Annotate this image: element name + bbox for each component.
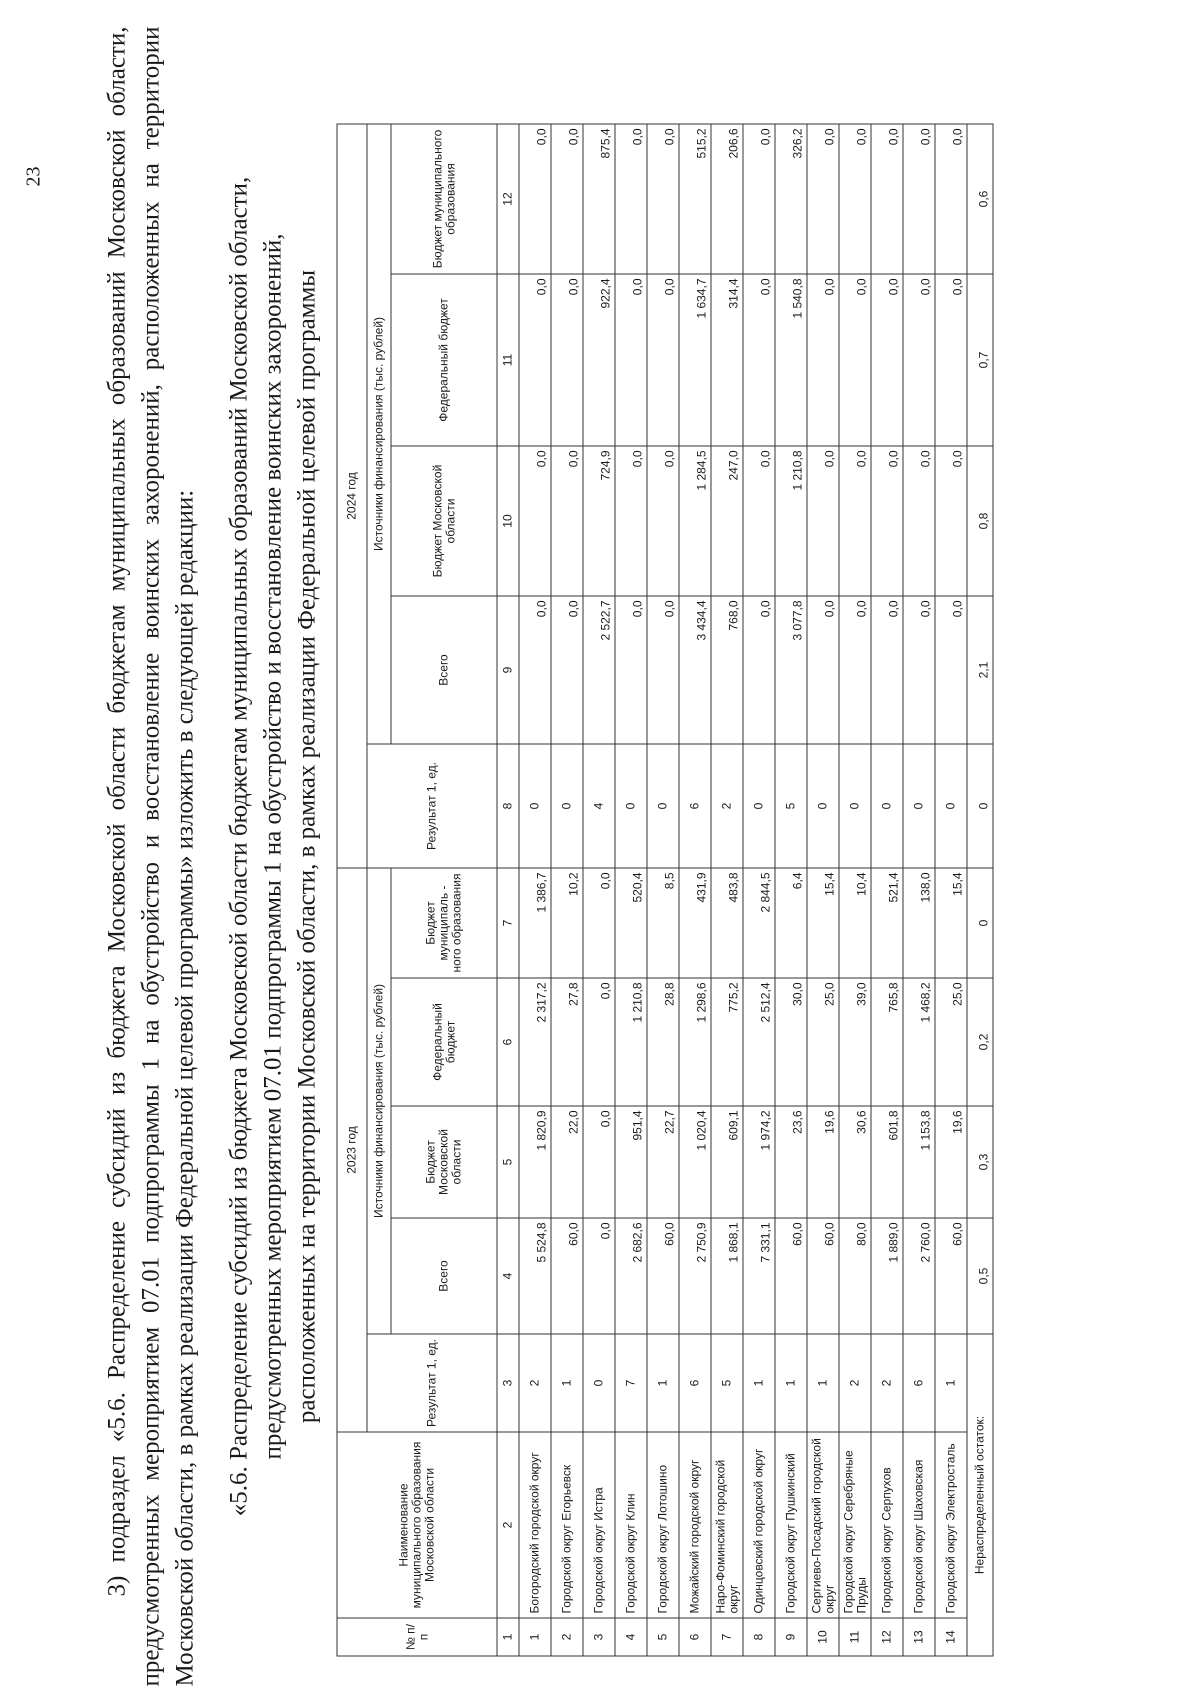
table-row bbox=[775, 124, 807, 1656]
column-number: 12 bbox=[497, 124, 519, 274]
amount-cell: 875,4 bbox=[583, 124, 615, 274]
amount-cell: 0,0 bbox=[615, 124, 647, 274]
amount-cell: 609,1 bbox=[711, 1106, 743, 1218]
header-result-2023: Результат 1, ед. bbox=[367, 1334, 497, 1432]
result-count: 6 bbox=[903, 1334, 935, 1432]
amount-cell: 138,0 bbox=[903, 868, 935, 978]
result-count: 0 bbox=[839, 744, 871, 868]
amount-cell: 431,9 bbox=[679, 868, 711, 978]
amount-cell: 60,0 bbox=[807, 1218, 839, 1334]
amount-cell: 2 844,5 bbox=[743, 868, 775, 978]
municipality-name: Городской округ Пушкинский bbox=[775, 1432, 807, 1618]
municipality-name: Городской округ Лотошино bbox=[647, 1432, 679, 1618]
column-number: 1 bbox=[497, 1618, 519, 1656]
amount-cell: 0,0 bbox=[839, 274, 871, 446]
row-number: 13 bbox=[903, 1618, 935, 1656]
row-number: 5 bbox=[647, 1618, 679, 1656]
result-count: 2 bbox=[711, 744, 743, 868]
amount-cell: 60,0 bbox=[935, 1218, 967, 1334]
result-count: 1 bbox=[743, 1334, 775, 1432]
amount-cell: 0,0 bbox=[551, 446, 583, 596]
municipality-name: Можайский городской округ bbox=[679, 1432, 711, 1618]
table-row bbox=[871, 124, 903, 1656]
table-row bbox=[519, 124, 551, 1656]
amount-cell: 2 682,6 bbox=[615, 1218, 647, 1334]
amount-cell: 60,0 bbox=[775, 1218, 807, 1334]
header-municipality: Наименование муниципального образования Московской области bbox=[337, 1432, 497, 1618]
result-count: 6 bbox=[679, 1334, 711, 1432]
amount-cell: 8,5 bbox=[647, 868, 679, 978]
amount-cell: 0,0 bbox=[903, 274, 935, 446]
row-number: 7 bbox=[711, 1618, 743, 1656]
amount-cell: 2 760,0 bbox=[903, 1218, 935, 1334]
result-count: 1 bbox=[647, 1334, 679, 1432]
amount-cell: 765,8 bbox=[871, 978, 903, 1106]
unallocated-value: 0,7 bbox=[967, 274, 993, 446]
amount-cell: 0,0 bbox=[903, 446, 935, 596]
amount-cell: 0,0 bbox=[935, 596, 967, 744]
municipality-name: Городской округ Серебряные Пруды bbox=[839, 1432, 871, 1618]
amount-cell: 521,4 bbox=[871, 868, 903, 978]
amount-cell: 39,0 bbox=[839, 978, 871, 1106]
row-number: 14 bbox=[935, 1618, 967, 1656]
amount-cell: 0,0 bbox=[871, 124, 903, 274]
amount-cell: 0,0 bbox=[519, 274, 551, 446]
table-row bbox=[711, 124, 743, 1656]
header-num: № п/п bbox=[337, 1618, 497, 1656]
row-number: 8 bbox=[743, 1618, 775, 1656]
amount-cell: 601,8 bbox=[871, 1106, 903, 1218]
scanned-page bbox=[1, 0, 1200, 1697]
unallocated-label: Нераспределенный остаток: bbox=[967, 1334, 993, 1656]
municipality-name: Городской округ Шаховская bbox=[903, 1432, 935, 1618]
amount-cell: 0,0 bbox=[807, 596, 839, 744]
result-count: 5 bbox=[775, 744, 807, 868]
unallocated-row bbox=[967, 124, 993, 1656]
amount-cell: 60,0 bbox=[551, 1218, 583, 1334]
amount-cell: 0,0 bbox=[583, 868, 615, 978]
amount-cell: 1 974,2 bbox=[743, 1106, 775, 1218]
amount-cell: 0,0 bbox=[935, 446, 967, 596]
amount-cell: 483,8 bbox=[711, 868, 743, 978]
amount-cell: 326,2 bbox=[775, 124, 807, 274]
table-row bbox=[743, 124, 775, 1656]
amount-cell: 22,7 bbox=[647, 1106, 679, 1218]
amount-cell: 1 020,4 bbox=[679, 1106, 711, 1218]
amount-cell: 1 153,8 bbox=[903, 1106, 935, 1218]
amount-cell: 1 210,8 bbox=[615, 978, 647, 1106]
municipality-name: Городской округ Истра bbox=[583, 1432, 615, 1618]
header-municipal-2023: Бюджет муниципаль - ного образования bbox=[391, 868, 497, 978]
amount-cell: 0,0 bbox=[743, 124, 775, 274]
amount-cell: 1 210,8 bbox=[775, 446, 807, 596]
amount-cell: 0,0 bbox=[839, 446, 871, 596]
row-number: 2 bbox=[551, 1618, 583, 1656]
column-number: 9 bbox=[497, 596, 519, 744]
result-count: 2 bbox=[519, 1334, 551, 1432]
table-row bbox=[679, 124, 711, 1656]
amount-cell: 3 077,8 bbox=[775, 596, 807, 744]
amount-cell: 0,0 bbox=[647, 274, 679, 446]
header-sources-2023: Источники финансирования (тыс. рублей) bbox=[367, 868, 391, 1334]
result-count: 0 bbox=[903, 744, 935, 868]
amount-cell: 15,4 bbox=[807, 868, 839, 978]
municipality-name: Наро-Фоминский городской округ bbox=[711, 1432, 743, 1618]
result-count: 0 bbox=[743, 744, 775, 868]
amount-cell: 30,0 bbox=[775, 978, 807, 1106]
table-row bbox=[935, 124, 967, 1656]
amount-cell: 1 386,7 bbox=[519, 868, 551, 978]
header-regional-2023: Бюджет Московской области bbox=[391, 1106, 497, 1218]
table-row bbox=[839, 124, 871, 1656]
header-total-2024: Всего bbox=[391, 596, 497, 744]
amount-cell: 0,0 bbox=[615, 596, 647, 744]
header-year-2024: 2024 год bbox=[337, 124, 367, 868]
row-number: 3 bbox=[583, 1618, 615, 1656]
intro-paragraph bbox=[101, 27, 203, 1687]
column-number: 6 bbox=[497, 978, 519, 1106]
municipality-name: Городской округ Клин bbox=[615, 1432, 647, 1618]
amount-cell: 0,0 bbox=[551, 274, 583, 446]
result-count: 2 bbox=[839, 1334, 871, 1432]
amount-cell: 0,0 bbox=[903, 596, 935, 744]
table-body bbox=[497, 124, 993, 1656]
amount-cell: 19,6 bbox=[807, 1106, 839, 1218]
amount-cell: 30,6 bbox=[839, 1106, 871, 1218]
amount-cell: 1 634,7 bbox=[679, 274, 711, 446]
header-year-2023: 2023 год bbox=[337, 868, 367, 1432]
result-count: 0 bbox=[615, 744, 647, 868]
result-count: 6 bbox=[679, 744, 711, 868]
table-row bbox=[807, 124, 839, 1656]
amount-cell: 2 750,9 bbox=[679, 1218, 711, 1334]
unallocated-value: 0,6 bbox=[967, 124, 993, 274]
amount-cell: 1 889,0 bbox=[871, 1218, 903, 1334]
amount-cell: 775,2 bbox=[711, 978, 743, 1106]
amount-cell: 922,4 bbox=[583, 274, 615, 446]
result-count: 0 bbox=[551, 744, 583, 868]
table-row bbox=[551, 124, 583, 1656]
amount-cell: 0,0 bbox=[839, 124, 871, 274]
row-number: 11 bbox=[839, 1618, 871, 1656]
unallocated-value: 0,5 bbox=[967, 1218, 993, 1334]
amount-cell: 1 540,8 bbox=[775, 274, 807, 446]
amount-cell: 1 284,5 bbox=[679, 446, 711, 596]
amount-cell: 520,4 bbox=[615, 868, 647, 978]
amount-cell: 0,0 bbox=[871, 596, 903, 744]
amount-cell: 80,0 bbox=[839, 1218, 871, 1334]
header-municipal-2024: Бюджет муниципального образования bbox=[391, 124, 497, 274]
unallocated-value: 0,2 bbox=[967, 978, 993, 1106]
amount-cell: 27,8 bbox=[551, 978, 583, 1106]
amount-cell: 1 868,1 bbox=[711, 1218, 743, 1334]
amount-cell: 23,6 bbox=[775, 1106, 807, 1218]
result-count: 4 bbox=[583, 744, 615, 868]
result-count: 5 bbox=[711, 1334, 743, 1432]
amount-cell: 2 512,4 bbox=[743, 978, 775, 1106]
amount-cell: 0,0 bbox=[743, 596, 775, 744]
column-number: 8 bbox=[497, 744, 519, 868]
row-number: 1 bbox=[519, 1618, 551, 1656]
amount-cell: 0,0 bbox=[871, 446, 903, 596]
amount-cell: 10,4 bbox=[839, 868, 871, 978]
amount-cell: 7 331,1 bbox=[743, 1218, 775, 1334]
amount-cell: 15,4 bbox=[935, 868, 967, 978]
amount-cell: 25,0 bbox=[807, 978, 839, 1106]
column-number: 11 bbox=[497, 274, 519, 446]
unallocated-value: 0 bbox=[967, 744, 993, 868]
column-number: 7 bbox=[497, 868, 519, 978]
header-result-2024: Результат 1, ед. bbox=[367, 744, 497, 868]
amount-cell: 0,0 bbox=[551, 596, 583, 744]
unallocated-value: 0,8 bbox=[967, 446, 993, 596]
amount-cell: 951,4 bbox=[615, 1106, 647, 1218]
amount-cell: 0,0 bbox=[903, 124, 935, 274]
municipality-name: Богородский городской округ bbox=[519, 1432, 551, 1618]
result-count: 2 bbox=[871, 1334, 903, 1432]
amount-cell: 2 522,7 bbox=[583, 596, 615, 744]
amount-cell: 60,0 bbox=[647, 1218, 679, 1334]
amount-cell: 0,0 bbox=[647, 596, 679, 744]
amount-cell: 247,0 bbox=[711, 446, 743, 596]
amount-cell: 768,0 bbox=[711, 596, 743, 744]
table-row bbox=[583, 124, 615, 1656]
header-federal-2023: Федеральный бюджет bbox=[391, 978, 497, 1106]
result-count: 0 bbox=[935, 744, 967, 868]
amount-cell: 0,0 bbox=[839, 596, 871, 744]
amount-cell: 1 468,2 bbox=[903, 978, 935, 1106]
amount-cell: 0,0 bbox=[807, 446, 839, 596]
row-number: 6 bbox=[679, 1618, 711, 1656]
table-row bbox=[615, 124, 647, 1656]
unallocated-value: 0,3 bbox=[967, 1106, 993, 1218]
amount-cell: 724,9 bbox=[583, 446, 615, 596]
result-count: 7 bbox=[615, 1334, 647, 1432]
amount-cell: 5 524,8 bbox=[519, 1218, 551, 1334]
column-number: 10 bbox=[497, 446, 519, 596]
amount-cell: 314,4 bbox=[711, 274, 743, 446]
municipality-name: Городской округ Электросталь bbox=[935, 1432, 967, 1618]
section-title: «5.6. Распределение субсидий из бюджета Московской области бюджетам муниципальных образований Московской области, предусмотренных мероприятием 07.01 подпрограммы 1 на обустройство и восстановление воинских захоронений, расположенных на территории Московской области, в рамках реализации Федеральной целевой программы bbox=[225, 176, 321, 1517]
amount-cell: 6,4 bbox=[775, 868, 807, 978]
column-number: 2 bbox=[497, 1432, 519, 1618]
intro-text: 3) подраздел «5.6. Распределение субсидий из бюджета Московской области бюджетам муниципальных образований Московской области, предусмотренных мероприятием 07.01 подпрограммы 1 на обустройство и восстановление воинских захоронений, расположенных на территории Московской области, в рамках реализации Федеральной целевой программы» изложить в следующей редакции: bbox=[103, 26, 199, 1687]
amount-cell: 0,0 bbox=[583, 1106, 615, 1218]
amount-cell: 2 317,2 bbox=[519, 978, 551, 1106]
amount-cell: 0,0 bbox=[743, 274, 775, 446]
amount-cell: 3 434,4 bbox=[679, 596, 711, 744]
municipality-name: Одинцовский городской округ bbox=[743, 1432, 775, 1618]
row-number: 12 bbox=[871, 1618, 903, 1656]
table-row bbox=[903, 124, 935, 1656]
amount-cell: 206,6 bbox=[711, 124, 743, 274]
column-number: 5 bbox=[497, 1106, 519, 1218]
municipality-name: Городской округ Егорьевск bbox=[551, 1432, 583, 1618]
municipality-name: Сергиево-Посадский городской округ bbox=[807, 1432, 839, 1618]
result-count: 1 bbox=[807, 1334, 839, 1432]
header-total-2023: Всего bbox=[391, 1218, 497, 1334]
header-regional-2024: Бюджет Московской области bbox=[391, 446, 497, 596]
amount-cell: 0,0 bbox=[935, 124, 967, 274]
amount-cell: 0,0 bbox=[615, 274, 647, 446]
amount-cell: 0,0 bbox=[615, 446, 647, 596]
amount-cell: 0,0 bbox=[519, 596, 551, 744]
amount-cell: 0,0 bbox=[647, 124, 679, 274]
municipality-name: Городской округ Серпухов bbox=[871, 1432, 903, 1618]
amount-cell: 515,2 bbox=[679, 124, 711, 274]
result-count: 1 bbox=[935, 1334, 967, 1432]
result-count: 1 bbox=[551, 1334, 583, 1432]
amount-cell: 25,0 bbox=[935, 978, 967, 1106]
amount-cell: 0,0 bbox=[519, 446, 551, 596]
amount-cell: 19,6 bbox=[935, 1106, 967, 1218]
row-number: 10 bbox=[807, 1618, 839, 1656]
result-count: 1 bbox=[775, 1334, 807, 1432]
result-count: 0 bbox=[519, 744, 551, 868]
amount-cell: 22,0 bbox=[551, 1106, 583, 1218]
amount-cell: 10,2 bbox=[551, 868, 583, 978]
amount-cell: 0,0 bbox=[583, 978, 615, 1106]
result-count: 0 bbox=[807, 744, 839, 868]
column-number: 4 bbox=[497, 1218, 519, 1334]
column-number-row bbox=[497, 124, 519, 1656]
page-number: 23 bbox=[22, 166, 45, 187]
header-federal-2024: Федеральный бюджет bbox=[391, 274, 497, 446]
result-count: 0 bbox=[871, 744, 903, 868]
result-count: 0 bbox=[583, 1334, 615, 1432]
table-row bbox=[647, 124, 679, 1656]
unallocated-value: 0 bbox=[967, 868, 993, 978]
amount-cell: 28,8 bbox=[647, 978, 679, 1106]
amount-cell: 1 298,6 bbox=[679, 978, 711, 1106]
amount-cell: 0,0 bbox=[519, 124, 551, 274]
row-number: 9 bbox=[775, 1618, 807, 1656]
amount-cell: 0,0 bbox=[807, 124, 839, 274]
amount-cell: 0,0 bbox=[551, 124, 583, 274]
amount-cell: 0,0 bbox=[935, 274, 967, 446]
row-number: 4 bbox=[615, 1618, 647, 1656]
subsidy-table bbox=[337, 124, 994, 1657]
amount-cell: 0,0 bbox=[743, 446, 775, 596]
amount-cell: 1 820,9 bbox=[519, 1106, 551, 1218]
amount-cell: 0,0 bbox=[871, 274, 903, 446]
amount-cell: 0,0 bbox=[647, 446, 679, 596]
column-number: 3 bbox=[497, 1334, 519, 1432]
unallocated-value: 2,1 bbox=[967, 596, 993, 744]
amount-cell: 0,0 bbox=[807, 274, 839, 446]
amount-cell: 0,0 bbox=[583, 1218, 615, 1334]
result-count: 0 bbox=[647, 744, 679, 868]
header-sources-2024: Источники финансирования (тыс. рублей) bbox=[367, 124, 391, 744]
